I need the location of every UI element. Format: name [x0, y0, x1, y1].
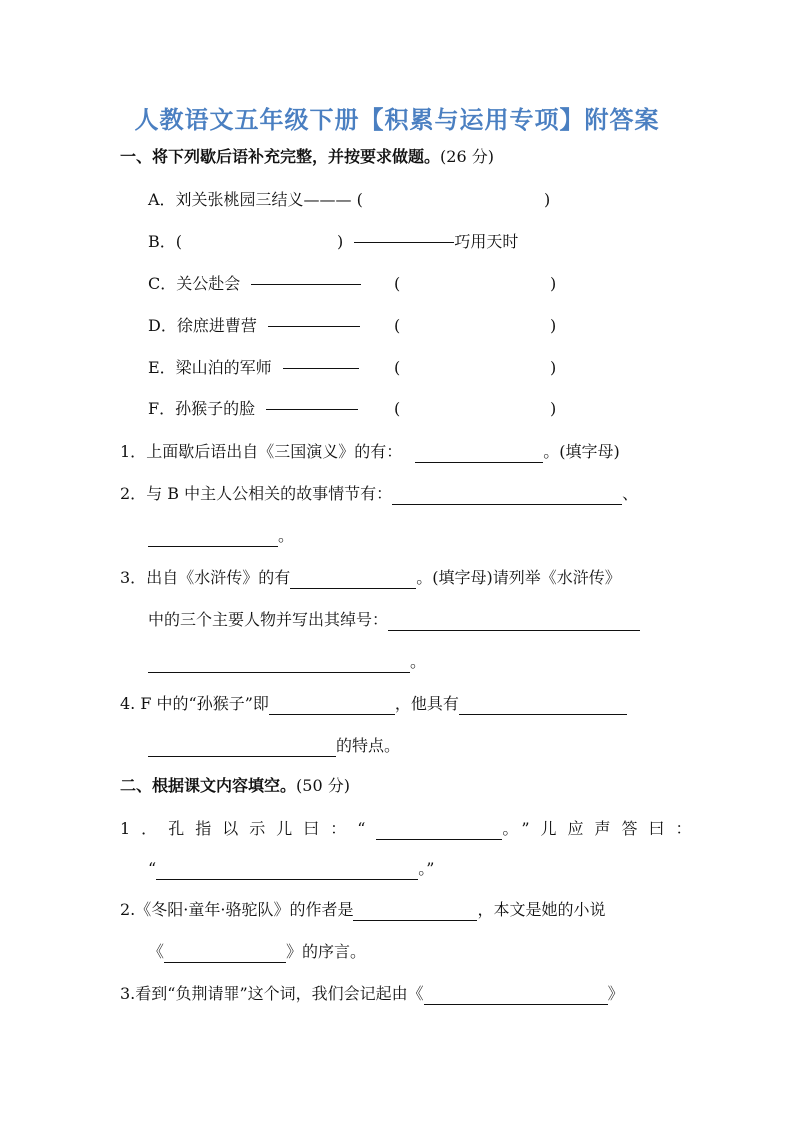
section-2-score: (50 分)	[296, 776, 350, 795]
item-d-close: )	[550, 316, 557, 335]
item-c-label: C．关公赴会	[148, 274, 241, 293]
section-2-heading-text: 二、根据课文内容填空。	[120, 776, 297, 795]
q2-1-mid: 。”儿应声答曰：	[502, 819, 703, 838]
question-2-1	[120, 818, 703, 840]
q2-1-line2-close: 。”	[418, 859, 435, 878]
item-b	[148, 231, 182, 253]
q1-2-end: 。	[278, 526, 295, 545]
q1-1-answer-blank[interactable]	[415, 444, 543, 463]
item-e-label: E．梁山泊的军师	[148, 358, 272, 377]
q1-3-answer-blank-2[interactable]	[388, 612, 640, 631]
q1-1-text: 上面歇后语出自《三国演义》的有：	[146, 442, 403, 461]
q2-1-text: 孔指以示儿曰：“	[168, 819, 377, 838]
q2-2-line2-open: 《	[148, 942, 165, 961]
item-f-close: )	[550, 399, 557, 418]
q1-1-end: 。(填字母)	[543, 442, 620, 461]
q1-2-sep: 、	[622, 484, 639, 503]
q1-3-answer-blank-3[interactable]	[148, 654, 410, 673]
item-b-tail: 巧用天时	[454, 232, 519, 251]
q1-2-answer-blank-1[interactable]	[392, 486, 622, 505]
item-a-label: A．刘关张桃园三结义———	[148, 190, 352, 209]
item-b-rest	[337, 231, 518, 253]
q2-1-answer-blank-1[interactable]	[376, 821, 502, 840]
item-f-open: (	[394, 399, 401, 418]
item-d-open: (	[394, 316, 401, 335]
question-1-1	[120, 441, 620, 463]
item-f	[148, 398, 358, 420]
item-b-open: (	[175, 232, 183, 251]
q2-1-num: 1．	[120, 819, 169, 838]
q1-4-answer-blank-1[interactable]	[269, 696, 395, 715]
q1-3-mid: 。(填字母)请列举《水浒传》	[416, 568, 621, 587]
q2-3-answer-blank[interactable]	[424, 986, 608, 1005]
q1-2-num: 2．	[120, 484, 147, 503]
question-2-2-line2	[148, 941, 366, 963]
q1-4-end: 的特点。	[336, 736, 401, 755]
question-1-3-line3	[148, 651, 426, 673]
q1-3-num: 3．	[120, 568, 147, 587]
q1-2-text: 与 B 中主人公相关的故事情节有：	[146, 484, 393, 503]
q2-1-answer-blank-2[interactable]	[156, 861, 418, 880]
q1-4-mid: ，他具有	[394, 694, 459, 713]
section-1-score: (26 分)	[440, 147, 494, 166]
item-a-open: (	[356, 190, 363, 209]
item-a-close: )	[544, 190, 551, 209]
section-1-heading-text: 一、将下列歇后语补充完整，并按要求做题。	[120, 147, 441, 166]
item-f-dash	[266, 398, 358, 410]
q2-2-answer-blank-1[interactable]	[353, 902, 477, 921]
item-c	[148, 273, 361, 295]
item-e-dash	[283, 357, 359, 369]
question-1-2-line2	[148, 525, 294, 547]
item-d	[148, 315, 360, 337]
item-c-close: )	[550, 274, 557, 293]
q1-3-end: 。	[410, 652, 427, 671]
item-b-close: )	[337, 232, 344, 251]
item-f-label: F．孙猴子的脸	[148, 399, 256, 418]
q1-2-answer-blank-2[interactable]	[148, 528, 278, 547]
item-c-open: (	[394, 274, 401, 293]
item-e-close: )	[550, 358, 557, 377]
q2-2-num: 2.	[120, 900, 136, 919]
question-1-4-line2	[148, 735, 400, 757]
q1-1-num: 1．	[120, 442, 147, 461]
item-b-label: B．	[148, 232, 176, 251]
q1-4-num: 4. F 中的“孙猴子”即	[120, 694, 269, 713]
q2-1-line2-open: “	[148, 859, 157, 878]
item-d-dash	[268, 315, 360, 327]
q1-4-answer-blank-3[interactable]	[148, 738, 336, 757]
question-2-2	[120, 899, 605, 921]
item-a	[148, 189, 363, 211]
question-1-3	[120, 567, 621, 589]
q1-4-answer-blank-2[interactable]	[459, 696, 627, 715]
q2-3-close: 》	[607, 984, 624, 1003]
item-c-dash	[251, 273, 361, 285]
page-title: 人教语文五年级下册【积累与运用专项】附答案	[134, 106, 660, 134]
q2-2-answer-blank-2[interactable]	[164, 944, 286, 963]
q2-2-line2-close: 》的序言。	[286, 942, 367, 961]
question-1-2	[120, 483, 638, 505]
q1-3-text: 出自《水浒传》的有	[146, 568, 291, 587]
q2-3-text: 看到“负荆请罪”这个词，我们会记起由《	[135, 984, 424, 1003]
q2-3-num: 3.	[120, 984, 136, 1003]
question-1-4	[120, 693, 627, 715]
item-d-label: D．徐庶进曹营	[148, 316, 257, 335]
item-b-dash	[354, 231, 454, 243]
question-2-3	[120, 983, 624, 1005]
q2-2-mid: ，本文是她的小说	[477, 900, 606, 919]
item-e-open: (	[394, 358, 401, 377]
q1-3-line2: 中的三个主要人物并写出其绰号：	[148, 610, 389, 629]
q2-2-text: 《冬阳·童年·骆驼队》的作者是	[135, 900, 354, 919]
question-1-3-line2	[148, 609, 640, 631]
section-1-heading	[120, 146, 494, 168]
section-2-heading	[120, 775, 350, 797]
question-2-1-line2	[148, 858, 434, 880]
item-e	[148, 357, 359, 379]
q1-3-answer-blank-1[interactable]	[290, 570, 416, 589]
